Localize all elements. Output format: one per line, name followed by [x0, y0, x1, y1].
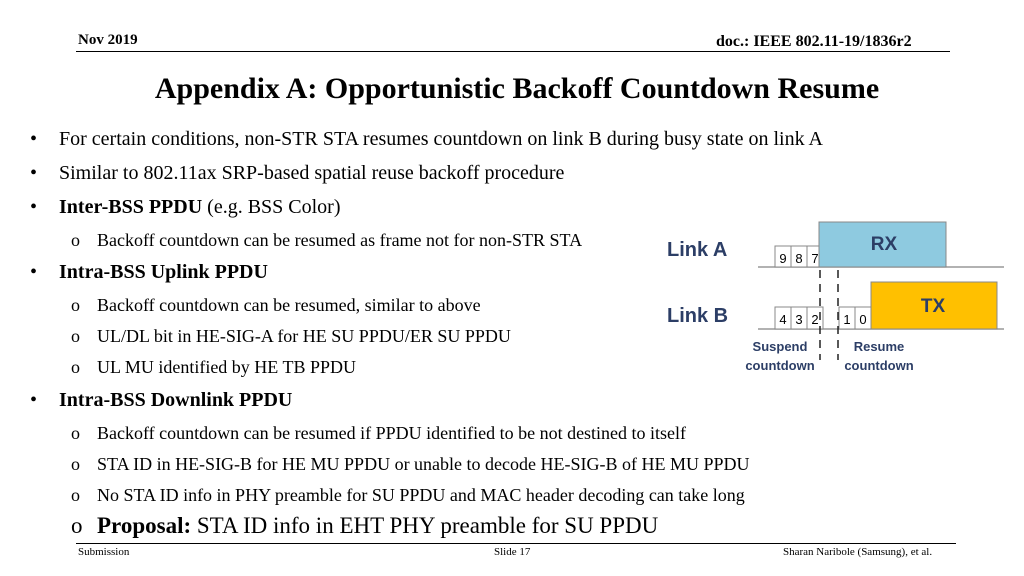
bullet-dot: •: [30, 389, 38, 411]
sub-bullet-marker: o: [71, 230, 80, 250]
sub-bullet-marker: o: [71, 485, 80, 505]
sub-bullet: [71, 454, 750, 475]
slide-title: Appendix A: Opportunistic Backoff Countdown Resume: [154, 72, 880, 105]
bullet-5: [30, 389, 292, 412]
count-b: 3: [795, 312, 803, 327]
bullet-2: [30, 162, 564, 185]
count-b: 2: [811, 312, 819, 327]
sub-bullet-proposal: [71, 513, 658, 539]
count-a: 9: [779, 251, 787, 266]
rx-label: RX: [870, 234, 898, 255]
sub-bullet-text: STA ID in HE-SIG-B for HE MU PPDU or unable to decode HE-SIG-B of HE MU PPDU: [97, 454, 750, 474]
sub-bullet-text: STA ID info in EHT PHY preamble for SU PPDU: [191, 513, 659, 538]
sub-bullet-text: Backoff countdown can be resumed as frame not for non-STR STA: [97, 230, 583, 250]
sub-bullet-marker: o: [71, 295, 80, 315]
count-b: 1: [843, 312, 851, 327]
resume-label: countdown: [844, 358, 914, 373]
bullet-text: For certain conditions, non-STR STA resumes countdown on link B during busy state on link A: [59, 128, 823, 150]
suspend-label: Suspend: [752, 339, 808, 354]
sub-bullet-text: No STA ID info in PHY preamble for SU PPDU and MAC header decoding can take long: [97, 485, 745, 505]
sub-bullet-text: UL MU identified by HE TB PPDU: [97, 357, 356, 377]
bullet-4: [30, 261, 268, 284]
sub-bullet-marker: o: [71, 454, 80, 474]
sub-bullet: [71, 326, 511, 347]
bullet-1: [30, 128, 823, 151]
bullet-heading: Intra-BSS Downlink PPDU: [59, 389, 293, 411]
footer-divider: [76, 543, 956, 544]
sub-bullet: [71, 295, 481, 316]
link-a-label: Link A: [667, 239, 728, 261]
count-a: 7: [811, 251, 819, 266]
count-b: 4: [779, 312, 787, 327]
sub-bullet-marker: o: [71, 423, 80, 443]
footer-submission: Submission: [78, 546, 130, 558]
sub-bullet: [71, 423, 686, 444]
sub-bullet: [71, 485, 745, 506]
bullet-dot: •: [30, 162, 38, 184]
count-b: 0: [859, 312, 867, 327]
sub-bullet-text: Backoff countdown can be resumed if PPDU identified to be not destined to itself: [97, 423, 687, 443]
bullet-heading: Inter-BSS PPDU: [59, 196, 203, 218]
proposal-label: Proposal:: [97, 513, 192, 538]
bullet-dot: •: [30, 128, 38, 150]
sub-bullet-marker: o: [71, 326, 80, 346]
resume-label: Resume: [853, 339, 905, 354]
bullet-dot: •: [30, 196, 38, 218]
header-doc-id: doc.: IEEE 802.11-19/1836r2: [716, 33, 912, 50]
sub-bullet-marker: o: [71, 357, 80, 377]
backoff-diagram: [660, 215, 1010, 385]
bullet-text: (e.g. BSS Color): [202, 196, 341, 218]
header-date: Nov 2019: [78, 32, 138, 48]
sub-bullet-text: Backoff countdown can be resumed, similar to above: [97, 295, 481, 315]
sub-bullet: [71, 230, 582, 251]
bullet-3: [30, 196, 341, 219]
bullet-heading: Intra-BSS Uplink PPDU: [59, 261, 268, 283]
footer-slide-number: Slide 17: [494, 546, 531, 558]
tx-label: TX: [920, 296, 946, 317]
link-b-label: Link B: [667, 305, 729, 327]
sub-bullet-marker: o: [71, 513, 83, 538]
suspend-label: countdown: [745, 358, 815, 373]
count-a: 8: [795, 251, 803, 266]
footer-author: Sharan Naribole (Samsung), et al.: [783, 546, 933, 558]
bullet-text: Similar to 802.11ax SRP-based spatial reuse backoff procedure: [59, 162, 565, 184]
sub-bullet-text: UL/DL bit in HE-SIG-A for HE SU PPDU/ER SU PPDU: [97, 326, 511, 346]
sub-bullet: [71, 357, 356, 378]
bullet-dot: •: [30, 261, 38, 283]
header-divider: [76, 51, 950, 52]
